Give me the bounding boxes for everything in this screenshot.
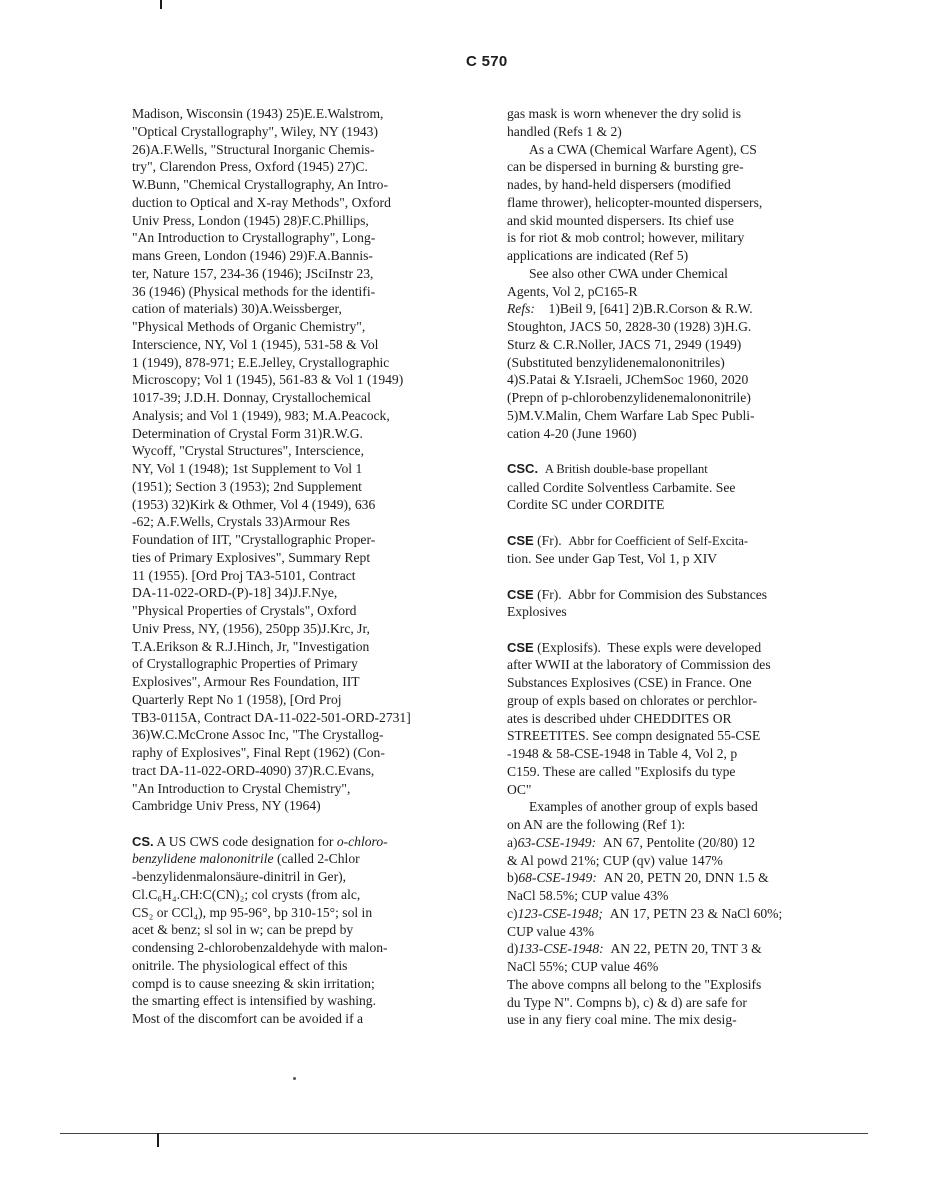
text-line: ates is described uhder CHEDDITES OR (507, 710, 732, 726)
example-text: AN 17, PETN 23 & NaCl 60%; (609, 905, 783, 921)
reference-line: T.A.Erikson & R.J.Hinch, Jr, "Investigation (132, 638, 370, 654)
text-line: Explosives (507, 604, 567, 620)
text-line: handled (Refs 1 & 2) (507, 123, 622, 139)
entry-cse-explosifs (507, 639, 832, 1030)
text-line: Cordite SC under CORDITE (507, 497, 665, 513)
entry-cs-continued (507, 105, 832, 141)
example-line (507, 852, 832, 870)
entry-cs (132, 833, 467, 1028)
reference-line: 1017-39; J.D.H. Donnay, Crystallochemical (132, 390, 371, 405)
headword-csc: CSC. (507, 460, 539, 476)
text-line: du Type N". Compns b), c) & d) are safe for (507, 994, 747, 1010)
text-line: compd is to cause sneezing & skin irritation; (132, 975, 375, 991)
text-line: As a CWA (Chemical Warfare Agent), CS (529, 141, 757, 157)
text-line: Agents, Vol 2, pC165-R (507, 283, 638, 299)
reference-line: "Physical Methods of Organic Chemistry", (132, 319, 366, 334)
text-line: STREETITES. See compn designated 55-CSE (507, 728, 761, 744)
example-label: b) (507, 870, 519, 886)
reference-line: duction to Optical and X-ray Methods", Oxford (132, 194, 391, 210)
example-text: NaCl 58.5%; CUP value 43% (507, 888, 669, 903)
reference-line: "An Introduction to Crystallography", Long- (132, 230, 376, 246)
footer-rule (60, 1133, 868, 1134)
entry-cs-second-line: benzylidene malononitrile (called 2-Chlor (132, 851, 360, 867)
reference-line: 5)M.V.Malin, Chem Warfare Lab Spec Publi- (507, 407, 755, 423)
text-line: -1948 & 58-CSE-1948 in Table 4, Vol 2, p (507, 746, 738, 761)
reference-line: Sturz & C.R.Noller, JACS 71, 2949 (1949) (507, 336, 742, 352)
reference-line: Foundation of IIT, "Crystallographic Proper- (132, 532, 376, 547)
entry-cse3-first-line: CSE (Explosifs). These expls were developed (507, 639, 762, 655)
text-line: the smarting effect is intensified by washing. (132, 993, 377, 1009)
reference-line: tract DA-11-022-ORD-4090) 37)R.C.Evans, (132, 762, 375, 778)
text-line: C159. These are called "Explosifs du type (507, 763, 736, 779)
example-code: 123-CSE-1948; (517, 905, 603, 921)
text-line: nades, by hand-held dispersers (modified (507, 177, 731, 192)
reference-line: W.Bunn, "Chemical Crystallography, An Intro- (132, 177, 388, 192)
reference-line: 11 (1955). [Ord Proj TA3-5101, Contract (132, 567, 356, 583)
example-line (507, 940, 832, 958)
headword-cs: CS. (132, 833, 154, 849)
headword-cse: CSE (507, 639, 534, 655)
example-text: NaCl 55%; CUP value 46% (507, 959, 659, 974)
reference-line: NY, Vol 1 (1948); 1st Supplement to Vol 1 (132, 461, 363, 476)
text-line: flame thrower), helicopter-mounted dispersers, (507, 194, 763, 210)
margin-tick-top (160, 0, 162, 9)
reference-line: "Optical Crystallography", Wiley, NY (1943) (132, 123, 379, 139)
text-line: tion. See under Gap Test, Vol 1, p XIV (507, 551, 718, 567)
text-line: gas mask is worn whenever the dry solid is (507, 106, 742, 121)
example-text: & Al powd 21%; CUP (qv) value 147% (507, 852, 723, 868)
entry-cse1-body (507, 550, 832, 568)
text-line: Most of the discomfort can be avoided if a (132, 1011, 364, 1026)
left-column (132, 105, 467, 1028)
example-label: d) (507, 941, 519, 957)
reference-line: Interscience, NY, Vol 1 (1945), 531-58 & Vol (132, 336, 379, 352)
text-line: -benzylidenmalonsäure-dinitril in Ger), (132, 869, 347, 884)
text-line: and skid mounted dispersers. Its chief use (507, 212, 734, 228)
text-line: called Cordite Solventless Carbamite. See (507, 479, 736, 495)
headword-cse: CSE (507, 586, 534, 602)
reference-line: Explosives", Armour Res Foundation, IIT (132, 674, 360, 689)
text-line: Examples of another group of expls based (529, 799, 758, 815)
text-line: OC" (507, 781, 532, 797)
refs-list (507, 318, 832, 442)
reference-line: (1951); Section 3 (1953); 2nd Supplement (132, 478, 362, 494)
reference-line: "Physical Properties of Crystals", Oxford (132, 603, 357, 618)
reference-line: 36)W.C.McCrone Assoc Inc, "The Crystallog- (132, 727, 384, 743)
examples-list (507, 834, 832, 976)
reference-line: mans Green, London (1946) 29)F.A.Bannis- (132, 248, 373, 263)
reference-line: Stoughton, JACS 50, 2828-30 (1928) 3)H.G. (507, 319, 752, 334)
entry-cse-coefficient (507, 532, 832, 569)
text-line: is for riot & mob control; however, military (507, 230, 745, 246)
example-text: AN 20, PETN 20, DNN 1.5 & (603, 870, 769, 886)
example-line (507, 887, 832, 905)
entry-cs-references (507, 300, 832, 442)
example-line (507, 958, 832, 976)
reference-line: cation 4-20 (June 1960) (507, 425, 637, 441)
example-label: a) (507, 834, 518, 850)
reference-line: 26)A.F.Wells, "Structural Inorganic Chemis- (132, 141, 375, 157)
entry-cse1-first-line: CSE (Fr). Abbr for Coefficient of Self-Excita- (507, 532, 749, 548)
reference-line: Analysis; and Vol 1 (1949), 983; M.A.Peacock, (132, 407, 390, 423)
text-line: CS₂ or CCl₄), mp 95-96°, bp 310-15°; sol in (132, 904, 373, 920)
entry-cs-body (132, 868, 467, 1028)
reference-line: Wycoff, "Crystal Structures", Interscience, (132, 443, 364, 459)
examples-intro (507, 798, 832, 834)
entry-cse2-first-line: CSE (Fr). Abbr for Commision des Substances (507, 586, 768, 602)
entry-cs-cwa-paragraph (507, 141, 832, 265)
entry-cse2-body (507, 603, 832, 621)
reference-line: (Substituted benzylidenemalononitriles) (507, 354, 725, 370)
reference-line: Microscopy; Vol 1 (1945), 561-83 & Vol 1 (1949) (132, 372, 404, 388)
scan-speck (293, 1077, 296, 1080)
example-text: AN 67, Pentolite (20/80) 12 (602, 834, 756, 850)
refs-label: Refs: (507, 301, 535, 317)
reference-line: DA-11-022-ORD-(P)-18] 34)J.F.Nye, (132, 585, 338, 601)
text-line: Substances Explosives (CSE) in France. One (507, 675, 752, 690)
entry-cs-see-also (507, 265, 832, 301)
reference-line: 4)S.Patai & Y.Israeli, JChemSoc 1960, 2020 (507, 372, 749, 388)
example-code: 63-CSE-1949: (517, 834, 597, 850)
example-code: 133-CSE-1948: (518, 941, 604, 957)
example-text: CUP value 43% (507, 923, 595, 939)
reference-line: Quarterly Rept No 1 (1958), [Ord Proj (132, 691, 342, 707)
example-label: c) (507, 905, 518, 921)
reference-line: 1 (1949), 878-971; E.E.Jelley, Crystallographic (132, 354, 390, 370)
entry-cse3-body (507, 656, 832, 798)
text-line: after WWII at the laboratory of Commission des (507, 657, 771, 673)
reference-line: try", Clarendon Press, Oxford (1945) 27)C. (132, 159, 368, 175)
text-line: on AN are the following (Ref 1): (507, 817, 686, 832)
reference-line: Univ Press, London (1945) 28)F.C.Phillips, (132, 212, 369, 228)
reference-line: 36 (1946) (Physical methods for the identifi- (132, 283, 376, 299)
reference-line: ter, Nature 157, 234-36 (1946); JSciInstr 23, (132, 265, 374, 281)
example-line (507, 834, 832, 852)
reference-line: Cambridge Univ Press, NY (1964) (132, 798, 321, 814)
reference-line: of Crystallographic Properties of Primary (132, 656, 358, 672)
text-line: group of expls based on chlorates or perchlor- (507, 692, 757, 708)
entry-csc-body (507, 479, 832, 515)
example-line (507, 905, 832, 923)
text-line: applications are indicated (Ref 5) (507, 248, 689, 263)
text-line: condensing 2-chlorobenzaldehyde with malon- (132, 940, 388, 955)
entry-cse-commision (507, 586, 832, 622)
reference-line: (1953) 32)Kirk & Othmer, Vol 4 (1949), 636 (132, 496, 376, 512)
reference-line: (Prepn of p-chlorobenzylidenemalononitrile) (507, 390, 751, 405)
example-line (507, 923, 832, 941)
reference-line: Univ Press, NY, (1956), 250pp 35)J.Krc, Jr, (132, 620, 370, 636)
text-line: See also other CWA under Chemical (529, 265, 728, 281)
text-line: can be dispersed in burning & bursting gre- (507, 159, 744, 175)
example-text: AN 22, PETN 20, TNT 3 & (610, 941, 762, 957)
headword-cse: CSE (507, 532, 534, 548)
entry-cse3-closing (507, 976, 832, 1029)
reference-line: ties of Primary Explosives", Summary Rept (132, 549, 371, 565)
reference-line: TB3-0115A, Contract DA-11-022-501-ORD-2731] (132, 709, 411, 725)
entry-cs-first-line: CS. A US CWS code designation for o-chloro- (132, 833, 388, 849)
text-line: The above compns all belong to the "Explosifs (507, 976, 762, 992)
reference-list-continued (132, 105, 467, 815)
reference-line: "An Introduction to Crystal Chemistry", (132, 780, 351, 796)
reference-line: cation of materials) 30)A.Weissberger, (132, 301, 342, 317)
reference-line: Madison, Wisconsin (1943) 25)E.E.Walstrom, (132, 106, 384, 121)
page-number: C 570 (466, 53, 508, 70)
text-line: onitrile. The physiological effect of this (132, 957, 348, 973)
refs-first-line: Refs: 1)Beil 9, [641] 2)B.R.Corson & R.W. (507, 301, 753, 317)
margin-tick-bottom (157, 1133, 159, 1147)
example-line (507, 869, 832, 887)
reference-line: Determination of Crystal Form 31)R.W.G. (132, 425, 363, 441)
reference-line: raphy of Explosives", Final Rept (1962) (Con- (132, 745, 385, 760)
example-code: 68-CSE-1949: (518, 870, 597, 886)
entry-csc-first-line: CSC. A British double-base propellant (507, 460, 708, 476)
text-line: acet & benz; sl sol in w; can be prepd by (132, 922, 354, 938)
reference-line: -62; A.F.Wells, Crystals 33)Armour Res (132, 514, 350, 530)
text-line: Cl.C₆H₄.CH:C(CN)₂; col crysts (from alc, (132, 886, 361, 902)
text-line: use in any fiery coal mine. The mix desig- (507, 1012, 737, 1028)
entry-csc (507, 460, 832, 514)
right-column (507, 105, 832, 1029)
